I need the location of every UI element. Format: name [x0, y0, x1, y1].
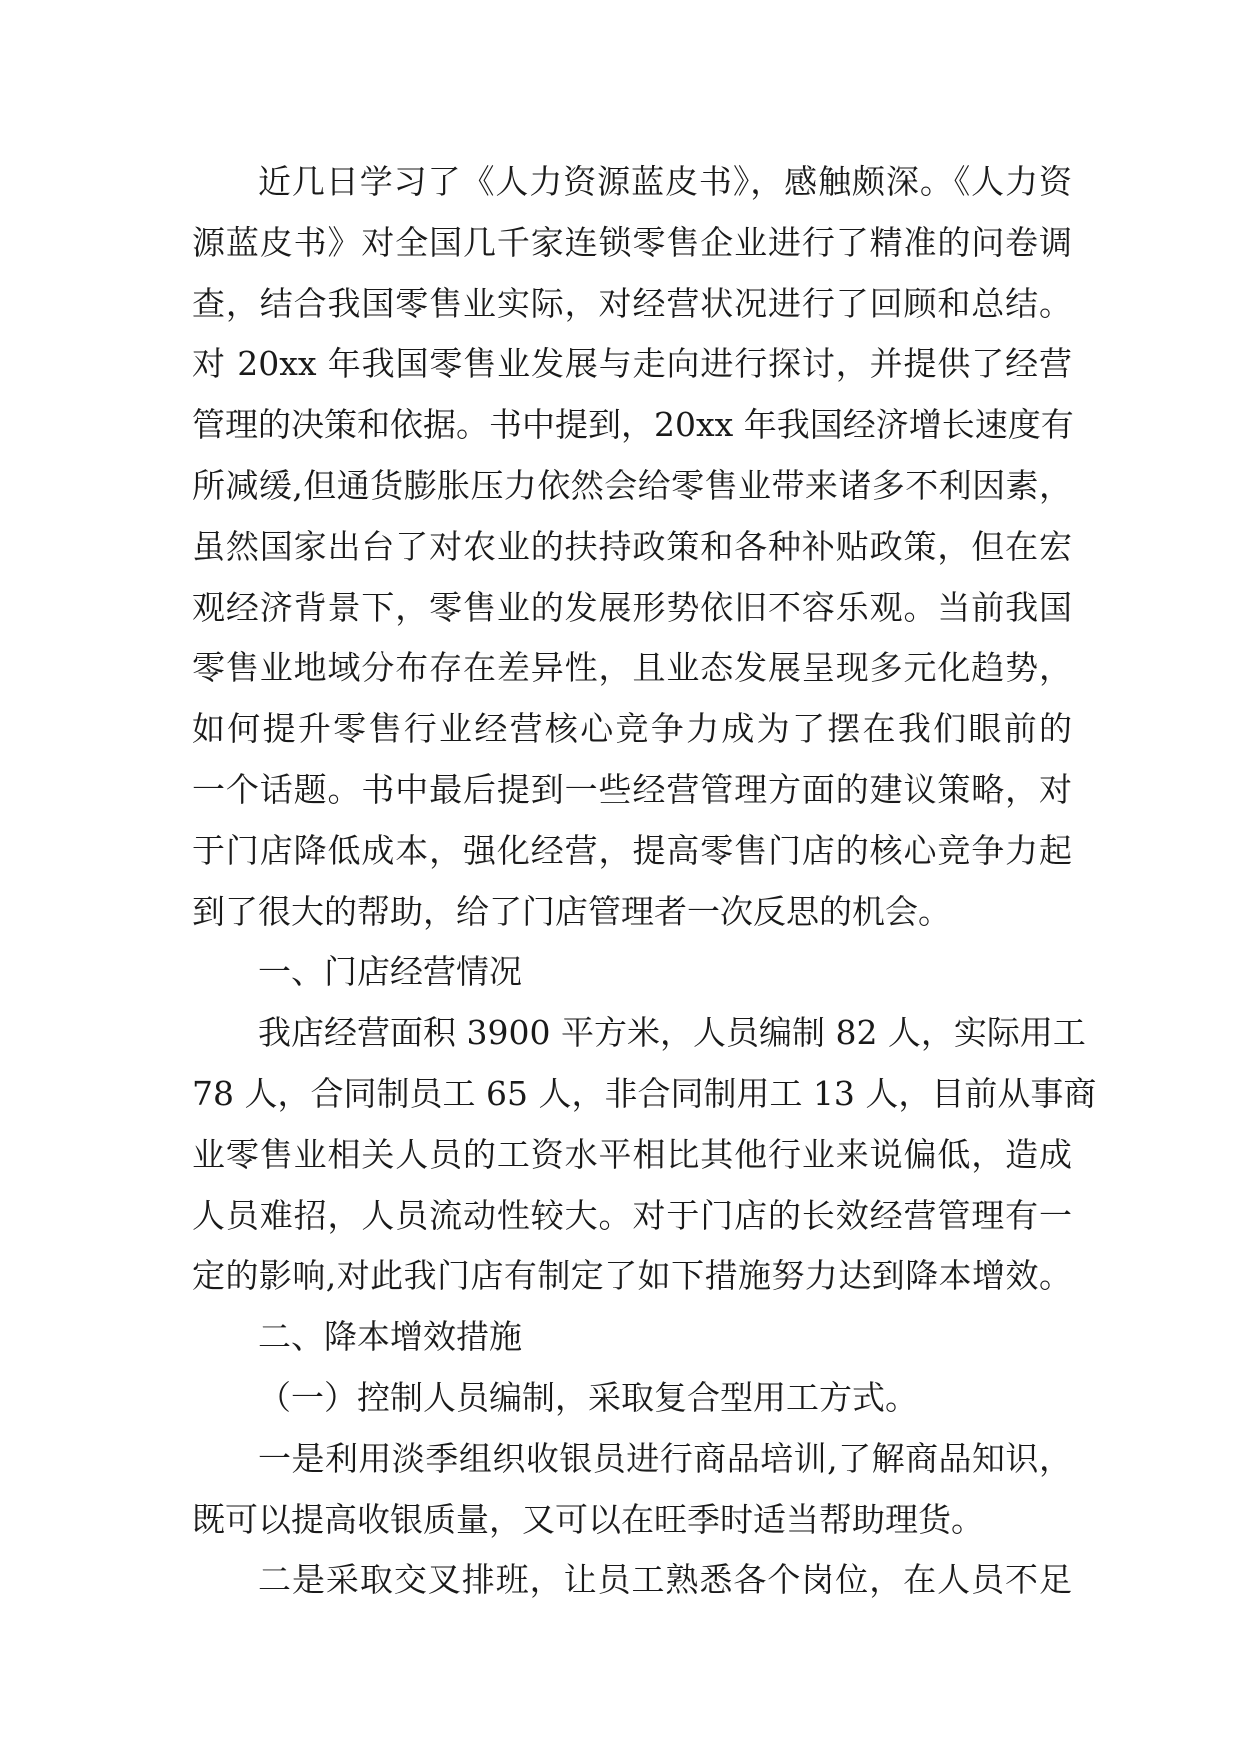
- text-line: 零售业地域分布存在差异性，且业态发展呈现多元化趋势，: [192, 648, 1072, 688]
- text-line: 二是采取交叉排班，让员工熟悉各个岗位，在人员不足: [258, 1560, 1072, 1600]
- text-line: 78 人，合同制员工 65 人，非合同制用工 13 人，目前从事商: [192, 1073, 1097, 1113]
- text-line: 人员难招，人员流动性较大。对于门店的长效经营管理有一: [192, 1195, 1072, 1235]
- text-line: 二、降本增效措施: [258, 1317, 522, 1357]
- text-line: 既可以提高收银质量，又可以在旺季时适当帮助理货。: [192, 1499, 984, 1539]
- text-line: 管理的决策和依据。书中提到，20xx 年我国经济增长速度有: [192, 405, 1074, 445]
- text-line: 对 20xx 年我国零售业发展与走向进行探讨，并提供了经营: [192, 344, 1072, 384]
- text-line: 我店经营面积 3900 平方米，人员编制 82 人，实际用工: [258, 1013, 1086, 1053]
- text-line: 于门店降低成本，强化经营，提高零售门店的核心竞争力起: [192, 830, 1072, 870]
- text-line: 定的影响,对此我门店有制定了如下措施努力达到降本增效。: [192, 1256, 1072, 1296]
- document-body: [192, 152, 1097, 1611]
- text-line: 如何提升零售行业经营核心竞争力成为了摆在我们眼前的: [192, 709, 1072, 749]
- text-line: 源蓝皮书》对全国几千家连锁零售企业进行了精准的问卷调: [192, 222, 1072, 262]
- text-line: 所减缓,但通货膨胀压力依然会给零售业带来诸多不利因素，: [192, 465, 1072, 505]
- text-line: 一是利用淡季组织收银员进行商品培训,了解商品知识，: [258, 1438, 1072, 1478]
- text-line: 一个话题。书中最后提到一些经营管理方面的建议策略，对: [192, 769, 1072, 809]
- text-line: 查，结合我国零售业实际，对经营状况进行了回顾和总结。: [192, 283, 1072, 323]
- text-line: 到了很大的帮助，给了门店管理者一次反思的机会。: [192, 891, 951, 931]
- text-line: 观经济背景下，零售业的发展形势依旧不容乐观。当前我国: [192, 587, 1072, 627]
- text-line: 业零售业相关人员的工资水平相比其他行业来说偏低，造成: [192, 1134, 1072, 1174]
- text-line: 近几日学习了《人力资源蓝皮书》，感触颇深。《人力资: [258, 162, 1072, 201]
- text-line: 一、门店经营情况: [258, 952, 522, 992]
- text-line: 虽然国家出台了对农业的扶持政策和各种补贴政策，但在宏: [192, 526, 1072, 566]
- text-line: （一）控制人员编制，采取复合型用工方式。: [258, 1377, 918, 1417]
